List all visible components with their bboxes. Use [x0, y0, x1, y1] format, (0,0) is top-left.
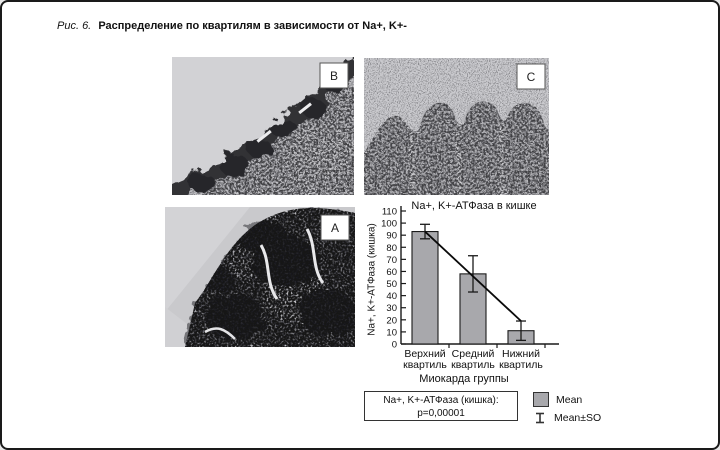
- y-tick-label: 80: [386, 242, 397, 254]
- y-tick-label: 100: [381, 218, 397, 230]
- x-category-label: Средний: [451, 348, 495, 360]
- y-tick-label: 90: [386, 230, 397, 242]
- x-category-label: квартиль: [451, 359, 495, 371]
- y-tick-label: 60: [386, 266, 397, 278]
- legend-row-mean-sd: [533, 410, 601, 425]
- chart-title: Na+, K+-АТФаза в кишке: [411, 200, 537, 212]
- panel-label-a: A: [330, 221, 340, 235]
- panel-label-c: C: [526, 70, 536, 84]
- y-tick-label: 70: [386, 254, 397, 266]
- x-category-label: квартиль: [403, 359, 447, 371]
- micrograph-image-c: [364, 58, 549, 195]
- chart-x-axis-label: Миокарда группы: [419, 373, 509, 385]
- bar: [412, 232, 438, 344]
- micrograph-panel-c: [364, 58, 549, 195]
- error-bar-icon: [533, 412, 547, 424]
- micrograph-panel-a: [165, 207, 355, 347]
- y-tick-label: 40: [386, 291, 397, 303]
- y-tick-label: 50: [386, 279, 397, 291]
- y-tick-label: 0: [391, 339, 397, 351]
- figure-caption-text: Распределение по квартилям в зависимости от Na+, K+-: [98, 20, 407, 32]
- figure-number: Рис. 6.: [57, 20, 92, 32]
- bar-chart: [359, 198, 567, 374]
- micrograph-panel-b: [172, 57, 354, 195]
- micrograph-image-a: [165, 207, 355, 347]
- p-value-line1: Na+, K+-АТФаза (кишка):: [383, 395, 499, 406]
- x-category-label: Верхний: [404, 348, 446, 360]
- chart-legend: [533, 392, 601, 428]
- p-value-line2: p=0,00001: [417, 408, 465, 419]
- x-category-label: квартиль: [499, 359, 543, 371]
- panel-label-b: B: [329, 69, 339, 83]
- chart-y-axis-label: Na+, K+-АТФаза (кишка): [366, 223, 378, 336]
- x-category-label: Нижний: [501, 348, 541, 360]
- legend-row-mean: [533, 392, 601, 407]
- mean-swatch-icon: [533, 392, 549, 407]
- figure-caption: [57, 20, 407, 32]
- y-tick-label: 110: [381, 206, 397, 218]
- y-tick-label: 10: [386, 327, 397, 339]
- p-value-box: [364, 391, 518, 421]
- y-tick-label: 30: [386, 303, 397, 315]
- legend-mean-sd-label: Mean±SO: [554, 411, 602, 424]
- micrograph-image-b: [172, 57, 354, 195]
- y-tick-label: 20: [386, 315, 397, 327]
- legend-mean-label: Mean: [556, 393, 583, 406]
